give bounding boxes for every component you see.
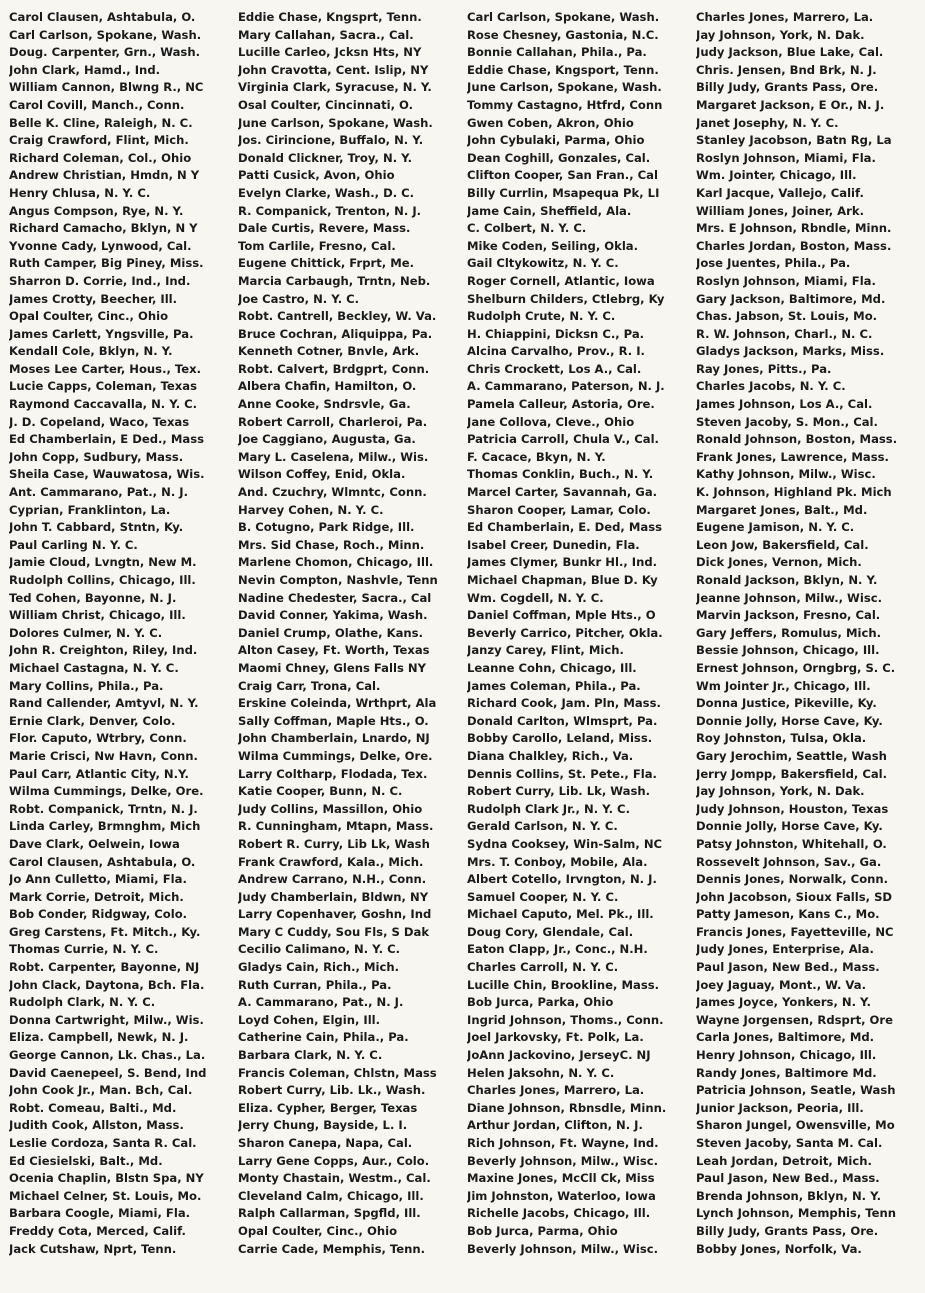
list-item: Eliza. Cypher, Berger, Texas bbox=[238, 1100, 418, 1115]
list-item: Dennis Jones, Norwalk, Conn. bbox=[696, 872, 889, 887]
list-item: Judy Jones, Enterprise, Ala. bbox=[696, 942, 874, 957]
list-item: Francis Coleman, Chlstn, Mass bbox=[238, 1065, 437, 1080]
list-item: Kathy Johnson, Milw., Wisc. bbox=[696, 467, 876, 482]
list-item: Robt. Cantrell, Beckley, W. Va. bbox=[238, 309, 437, 324]
list-item: Albert Cotello, Irvngton, N. J. bbox=[467, 872, 657, 887]
list-item: John Copp, Sudbury, Mass. bbox=[9, 449, 184, 464]
list-item: Flor. Caputo, Wtrbry, Conn. bbox=[9, 731, 187, 746]
list-item: Ray Jones, Pitts., Pa. bbox=[696, 361, 832, 376]
list-item: Leah Jordan, Detroit, Mich. bbox=[696, 1153, 872, 1168]
list-item: Gary Jerochim, Seattle, Wash bbox=[696, 748, 887, 763]
list-item: James Carlett, Yngsville, Pa. bbox=[9, 326, 194, 341]
list-item: Frank Jones, Lawrence, Mass. bbox=[696, 449, 889, 464]
list-item: Maomi Chney, Glens Falls NY bbox=[238, 660, 426, 675]
list-item: Beverly Johnson, Milw., Wisc. bbox=[467, 1153, 658, 1168]
list-item: Judy Johnson, Houston, Texas bbox=[696, 801, 889, 816]
list-item: Michael Castagna, N. Y. C. bbox=[9, 660, 179, 675]
list-item: James Johnson, Los A., Cal. bbox=[696, 397, 873, 412]
list-item: Joe Castro, N. Y. C. bbox=[238, 291, 360, 306]
list-item: Bob Conder, Ridgway, Colo. bbox=[9, 907, 188, 922]
list-item: Katie Cooper, Bunn, N. C. bbox=[238, 784, 403, 799]
list-item: Wm Jointer Jr., Chicago, Ill. bbox=[696, 678, 871, 693]
list-item: Marie Crisci, Nw Havn, Conn. bbox=[9, 748, 198, 763]
list-item: Wayne Jorgensen, Rdsprt, Ore bbox=[696, 1012, 893, 1027]
list-item: Marlene Chomon, Chicago, Ill. bbox=[238, 555, 434, 570]
list-item: James Clymer, Bunkr Hl., Ind. bbox=[467, 555, 658, 570]
list-item: Eddie Chase, Kngsport, Tenn. bbox=[467, 62, 659, 77]
list-item: F. Cacace, Bkyn, N. Y. bbox=[467, 449, 606, 464]
list-item: Gladys Cain, Rich., Mich. bbox=[238, 960, 400, 975]
list-item: Mrs. E Johnson, Rbndle, Minn. bbox=[696, 221, 892, 236]
list-item: Jo Ann Culletto, Miami, Fla. bbox=[9, 872, 187, 887]
list-item: Ocenia Chaplin, Blstn Spa, NY bbox=[9, 1171, 204, 1186]
list-item: Donald Carlton, Wlmsprt, Pa. bbox=[467, 713, 658, 728]
list-item: Richard Coleman, Col., Ohio bbox=[9, 150, 192, 165]
list-item: Karl Jacque, Vallejo, Calif. bbox=[696, 185, 864, 200]
list-item: Joey Jaguay, Mont., W. Va. bbox=[696, 977, 866, 992]
list-item: Sharon Jungel, Owensville, Mo bbox=[696, 1118, 895, 1133]
list-item: Paul Jason, New Bed., Mass. bbox=[696, 960, 880, 975]
list-item: Carol Covill, Manch., Conn. bbox=[9, 97, 185, 112]
list-item: Sheila Case, Wauwatosa, Wis. bbox=[9, 467, 205, 482]
list-item: Charles Jacobs, N. Y. C. bbox=[696, 379, 846, 394]
list-item: Ant. Cammarano, Pat., N. J. bbox=[9, 485, 188, 500]
list-item: Cleveland Calm, Chicago, Ill. bbox=[238, 1188, 424, 1203]
list-item: Chris Crockett, Los A., Cal. bbox=[467, 361, 642, 376]
list-item: Raymond Caccavalla, N. Y. C. bbox=[9, 397, 198, 412]
list-item: John T. Cabbard, Stntn, Ky. bbox=[9, 520, 184, 535]
list-item: Angus Compson, Rye, N. Y. bbox=[9, 203, 184, 218]
list-item: Michael Caputo, Mel. Pk., Ill. bbox=[467, 907, 654, 922]
list-item: John Cravotta, Cent. Islip, NY bbox=[238, 62, 429, 77]
list-item: Ed Ciesielski, Balt., Md. bbox=[9, 1153, 163, 1168]
list-item: C. Colbert, N. Y. C. bbox=[467, 221, 587, 236]
list-item: Maxine Jones, McCll Ck, Miss bbox=[467, 1171, 655, 1186]
list-item: John Jacobson, Sioux Falls, SD bbox=[696, 889, 893, 904]
list-item: Sydna Cooksey, Win-Salm, NC bbox=[467, 836, 663, 851]
list-item: Bruce Cochran, Aliquippa, Pa. bbox=[238, 326, 433, 341]
list-item: Thomas Conklin, Buch., N. Y. bbox=[467, 467, 654, 482]
list-item: Yvonne Cady, Lynwood, Cal. bbox=[9, 238, 192, 253]
list-item: Ingrid Johnson, Thoms., Conn. bbox=[467, 1012, 664, 1027]
list-item: K. Johnson, Highland Pk. Mich bbox=[696, 485, 892, 500]
list-item: Jose Juentes, Phila., Pa. bbox=[696, 256, 851, 271]
list-item: Gail Cltykowitz, N. Y. C. bbox=[467, 256, 619, 271]
list-item: Carol Clausen, Ashtabula, O. bbox=[9, 854, 196, 869]
list-item: Rich Johnson, Ft. Wayne, Ind. bbox=[467, 1136, 659, 1150]
list-item: Paul Carr, Atlantic City, N.Y. bbox=[9, 766, 189, 781]
list-item: Richard Camacho, Bklyn, N Y bbox=[9, 221, 198, 236]
list-item: Donna Cartwright, Milw., Wis. bbox=[9, 1012, 204, 1027]
list-item: Ruth Curran, Phila., Pa. bbox=[238, 977, 392, 992]
list-item: Charles Jordan, Boston, Mass. bbox=[696, 238, 892, 253]
list-item: Beverly Carrico, Pitcher, Okla. bbox=[467, 625, 663, 640]
list-item: Gary Jackson, Baltimore, Md. bbox=[696, 291, 886, 306]
list-item: Jame Cain, Sheffield, Ala. bbox=[467, 203, 632, 218]
column-3 bbox=[467, 9, 696, 1258]
list-item: Freddy Cota, Merced, Calif. bbox=[9, 1223, 186, 1238]
list-item: Harvey Cohen, N. Y. C. bbox=[238, 502, 384, 517]
list-item: Bobby Jones, Norfolk, Va. bbox=[696, 1241, 862, 1256]
list-item: Billy Currlin, Msapequa Pk, LI bbox=[467, 185, 660, 200]
list-item: Margaret Jackson, E Or., N. J. bbox=[696, 97, 885, 112]
list-item: Cecilio Calimano, N. Y. C. bbox=[238, 942, 400, 957]
list-item: R. Companick, Trenton, N. J. bbox=[238, 203, 422, 218]
list-item: Billy Judy, Grants Pass, Ore. bbox=[696, 80, 879, 95]
list-item: James Crotty, Beecher, Ill. bbox=[9, 291, 178, 306]
list-item: Sharon Canepa, Napa, Cal. bbox=[238, 1136, 413, 1150]
list-item: Belle K. Cline, Raleigh, N. C. bbox=[9, 115, 193, 130]
list-item: A. Cammarano, Paterson, N. J. bbox=[467, 379, 665, 394]
list-item: Ralph Callarman, Spgfld, Ill. bbox=[238, 1206, 421, 1221]
list-item: Judith Cook, Allston, Mass. bbox=[9, 1118, 184, 1133]
list-item: Craig Carr, Trona, Cal. bbox=[238, 678, 381, 693]
list-item: Thomas Currie, N. Y. C. bbox=[9, 942, 159, 957]
list-item: Barbara Coogle, Miami, Fla. bbox=[9, 1206, 191, 1221]
list-item: Judy Chamberlain, Bldwn, NY bbox=[238, 889, 429, 904]
list-item: Carol Clausen, Ashtabula, O. bbox=[9, 10, 196, 24]
list-item: Osal Coulter, Cincinnati, O. bbox=[238, 97, 414, 112]
list-item: Kenneth Cotner, Bnvle, Ark. bbox=[238, 344, 420, 359]
list-item: Tommy Castagno, Htfrd, Conn bbox=[467, 97, 663, 112]
list-item: Mary Callahan, Sacra., Cal. bbox=[238, 27, 414, 42]
list-item: Nadine Chedester, Sacra., Cal bbox=[238, 590, 432, 605]
list-item: Frank Crawford, Kala., Mich. bbox=[238, 854, 424, 869]
list-item: Donnie Jolly, Horse Cave, Ky. bbox=[696, 713, 883, 728]
list-item: Diana Chalkley, Rich., Va. bbox=[467, 748, 634, 763]
list-item: Robert R. Curry, Lib Lk, Wash bbox=[238, 836, 430, 851]
list-item: Helen Jaksohn, N. Y. C. bbox=[467, 1065, 615, 1080]
list-item: Daniel Coffman, Mple Hts., O bbox=[467, 608, 656, 623]
list-item: Beverly Johnson, Milw., Wisc. bbox=[467, 1241, 658, 1256]
list-item: Jamie Cloud, Lvngtn, New M. bbox=[9, 555, 197, 570]
list-item: Dave Clark, Oelwein, Iowa bbox=[9, 836, 180, 851]
list-item: And. Czuchry, Wlmntc, Conn. bbox=[238, 485, 427, 500]
list-item: Larry Copenhaver, Goshn, Ind bbox=[238, 907, 432, 922]
list-item: Robt. Comeau, Balti., Md. bbox=[9, 1100, 177, 1115]
list-item: Arthur Jordan, Clifton, N. J. bbox=[467, 1118, 643, 1133]
list-item: Patty Jameson, Kans C., Mo. bbox=[696, 907, 880, 922]
list-item: Gladys Jackson, Marks, Miss. bbox=[696, 344, 885, 359]
list-item: Leslie Cordoza, Santa R. Cal. bbox=[9, 1136, 197, 1150]
list-item: Dean Coghill, Gonzales, Cal. bbox=[467, 150, 651, 165]
list-item: Rudolph Clark Jr., N. Y. C. bbox=[467, 801, 630, 816]
column-2 bbox=[238, 9, 467, 1258]
list-item: Rand Callender, Amtyvl, N. Y. bbox=[9, 696, 199, 711]
list-item: Henry Chlusa, N. Y. C. bbox=[9, 185, 151, 200]
list-item: Brenda Johnson, Bklyn, N. Y. bbox=[696, 1188, 881, 1203]
column-4 bbox=[696, 9, 925, 1258]
list-item: Sally Coffman, Maple Hts., O. bbox=[238, 713, 429, 728]
list-item: Mike Coden, Seiling, Okla. bbox=[467, 238, 639, 253]
list-item: David Conner, Yakima, Wash. bbox=[238, 608, 428, 623]
list-item: A. Cammarano, Pat., N. J. bbox=[238, 995, 404, 1010]
list-item: Ted Cohen, Bayonne, N. J. bbox=[9, 590, 177, 605]
list-item: Henry Johnson, Chicago, Ill. bbox=[696, 1048, 877, 1063]
list-item: James Coleman, Phila., Pa. bbox=[467, 678, 641, 693]
list-item: Robt. Calvert, Brdgprt, Conn. bbox=[238, 361, 430, 376]
list-item: Stanley Jacobson, Batn Rg, La bbox=[696, 133, 892, 148]
list-item: John R. Creighton, Riley, Ind. bbox=[9, 643, 198, 658]
list-item: Samuel Cooper, N. Y. C. bbox=[467, 889, 619, 904]
list-item: Charles Jones, Marrero, La. bbox=[696, 10, 874, 24]
list-item: Gary Jeffers, Romulus, Mich. bbox=[696, 625, 881, 640]
list-item: JoAnn Jackovino, JerseyC. NJ bbox=[467, 1048, 651, 1063]
list-item: Wilma Cummings, Delke, Ore. bbox=[9, 784, 204, 799]
list-item: Lynch Johnson, Memphis, Tenn bbox=[696, 1206, 897, 1221]
list-item: Chris. Jensen, Bnd Brk, N. J. bbox=[696, 62, 877, 77]
column-1 bbox=[9, 9, 238, 1258]
list-item: Bonnie Callahan, Phila., Pa. bbox=[467, 45, 647, 60]
list-item: Marcia Carbaugh, Trntn, Neb. bbox=[238, 273, 431, 288]
list-item: Ed Chamberlain, E Ded., Mass bbox=[9, 432, 205, 447]
list-item: Eliza. Campbell, Newk, N. J. bbox=[9, 1030, 189, 1045]
list-item: Roslyn Johnson, Miami, Fla. bbox=[696, 150, 876, 165]
list-item: Andrew Carrano, N.H., Conn. bbox=[238, 872, 427, 887]
list-item: Jeanne Johnson, Milw., Wisc. bbox=[696, 590, 882, 605]
list-item: Andrew Christian, Hmdn, N Y bbox=[9, 168, 200, 183]
list-item: Bob Jurca, Parka, Ohio bbox=[467, 995, 614, 1010]
list-item: Eaton Clapp, Jr., Conc., N.H. bbox=[467, 942, 648, 957]
list-item: Albera Chafin, Hamilton, O. bbox=[238, 379, 417, 394]
list-item: Jos. Cirincione, Buffalo, N. Y. bbox=[238, 133, 424, 148]
list-item: Steven Jacoby, Santa M. Cal. bbox=[696, 1136, 883, 1150]
list-item: Dale Curtis, Revere, Mass. bbox=[238, 221, 411, 236]
list-item: John Cook Jr., Man. Bch, Cal. bbox=[9, 1083, 193, 1098]
list-item: William Christ, Chicago, Ill. bbox=[9, 608, 186, 623]
list-item: Monty Chastain, Westm., Cal. bbox=[238, 1171, 431, 1186]
list-item: Bob Jurca, Parma, Ohio bbox=[467, 1223, 618, 1238]
list-item: John Cybulaki, Parma, Ohio bbox=[467, 133, 645, 148]
list-item: Patti Cusick, Avon, Ohio bbox=[238, 168, 395, 183]
list-item: Erskine Coleinda, Wrthprt, Ala bbox=[238, 696, 437, 711]
list-item: John Clark, Hamd., Ind. bbox=[9, 62, 161, 77]
list-item: Donna Justice, Pikeville, Ky. bbox=[696, 696, 877, 711]
list-item: Steven Jacoby, S. Mon., Cal. bbox=[696, 414, 878, 429]
list-item: Jim Johnston, Waterloo, Iowa bbox=[467, 1188, 656, 1203]
list-item: Charles Jones, Marrero, La. bbox=[467, 1083, 645, 1098]
list-item: Joel Jarkovsky, Ft. Polk, La. bbox=[467, 1030, 644, 1045]
list-item: Lucie Capps, Coleman, Texas bbox=[9, 379, 198, 394]
list-item: Diane Johnson, Rbnsdle, Minn. bbox=[467, 1100, 667, 1115]
list-item: Joe Caggiano, Augusta, Ga. bbox=[238, 432, 416, 447]
list-item: John Clack, Daytona, Bch. Fla. bbox=[9, 977, 205, 992]
list-item: Roy Johnston, Tulsa, Okla. bbox=[696, 731, 867, 746]
list-item: Rudolph Clark, N. Y. C. bbox=[9, 995, 156, 1010]
list-item: Rossevelt Johnson, Sav., Ga. bbox=[696, 854, 882, 869]
list-item: Doug. Carpenter, Grn., Wash. bbox=[9, 45, 200, 60]
list-item: Loyd Cohen, Elgin, Ill. bbox=[238, 1012, 381, 1027]
list-item: Anne Cooke, Sndrsvle, Ga. bbox=[238, 397, 411, 412]
list-item: Ronald Johnson, Boston, Mass. bbox=[696, 432, 898, 447]
list-item: Shelburn Childers, Ctlebrg, Ky bbox=[467, 291, 665, 306]
list-item: Alcina Carvalho, Prov., R. I. bbox=[467, 344, 645, 359]
name-columns bbox=[9, 9, 921, 1258]
list-item: Larry Coltharp, Flodada, Tex. bbox=[238, 766, 428, 781]
list-item: Carrie Cade, Memphis, Tenn. bbox=[238, 1241, 426, 1256]
list-item: Opal Coulter, Cinc., Ohio bbox=[238, 1223, 398, 1238]
list-item: Kendall Cole, Bklyn, N. Y. bbox=[9, 344, 173, 359]
list-item: Catherine Cain, Phila., Pa. bbox=[238, 1030, 409, 1045]
list-item: Francis Jones, Fayetteville, NC bbox=[696, 924, 894, 939]
list-item: Richard Cook, Jam. Pln, Mass. bbox=[467, 696, 661, 711]
list-item: Donnie Jolly, Horse Cave, Ky. bbox=[696, 819, 883, 834]
list-item: Evelyn Clarke, Wash., D. C. bbox=[238, 185, 415, 200]
list-item: Rudolph Crute, N. Y. C. bbox=[467, 309, 616, 324]
list-item: B. Cotugno, Park Ridge, Ill. bbox=[238, 520, 415, 535]
list-item: Wm. Cogdell, N. Y. C. bbox=[467, 590, 604, 605]
list-item: Barbara Clark, N. Y. C. bbox=[238, 1048, 383, 1063]
list-item: June Carlson, Spokane, Wash. bbox=[238, 115, 433, 130]
list-item: Robt. Companick, Trntn, N. J. bbox=[9, 801, 198, 816]
list-item: Doug Cory, Glendale, Cal. bbox=[467, 924, 634, 939]
list-item: Paul Jason, New Bed., Mass. bbox=[696, 1171, 880, 1186]
list-item: Mary L. Caselena, Milw., Wis. bbox=[238, 449, 429, 464]
list-item: Paul Carling N. Y. C. bbox=[9, 537, 138, 552]
list-item: Greg Carstens, Ft. Mitch., Ky. bbox=[9, 924, 201, 939]
list-item: R. W. Johnson, Charl., N. C. bbox=[696, 326, 873, 341]
list-item: Eddie Chase, Kngsprt, Tenn. bbox=[238, 10, 422, 24]
list-item: Sharon Cooper, Lamar, Colo. bbox=[467, 502, 651, 517]
list-item: Judy Jackson, Blue Lake, Cal. bbox=[696, 45, 884, 60]
list-item: Larry Gene Copps, Aur., Colo. bbox=[238, 1153, 430, 1168]
list-item: Tom Carlile, Fresno, Cal. bbox=[238, 238, 396, 253]
list-item: Alton Casey, Ft. Worth, Texas bbox=[238, 643, 430, 658]
list-item: Chas. Jabson, St. Louis, Mo. bbox=[696, 309, 878, 324]
list-item: Rudolph Collins, Chicago, Ill. bbox=[9, 573, 196, 587]
list-item: Mrs. T. Conboy, Mobile, Ala. bbox=[467, 854, 648, 869]
list-item: Ronald Jackson, Bklyn, N. Y. bbox=[696, 573, 878, 587]
list-item: Billy Judy, Grants Pass, Ore. bbox=[696, 1223, 879, 1238]
list-item: Daniel Crump, Olathe, Kans. bbox=[238, 625, 423, 640]
list-item: Ruth Camper, Big Piney, Miss. bbox=[9, 256, 204, 271]
list-item: Jerry Jompp, Bakersfield, Cal. bbox=[696, 766, 888, 781]
list-item: Judy Collins, Massillon, Ohio bbox=[238, 801, 423, 816]
list-item: Linda Carley, Brmnghm, Mich bbox=[9, 819, 201, 834]
list-item: Richelle Jacobs, Chicago, Ill. bbox=[467, 1206, 651, 1221]
list-item: George Cannon, Lk. Chas., La. bbox=[9, 1048, 206, 1063]
list-item: Carl Carlson, Spokane, Wash. bbox=[9, 27, 202, 42]
list-item: J. D. Copeland, Waco, Texas bbox=[9, 414, 190, 429]
list-item: Wm. Jointer, Chicago, Ill. bbox=[696, 168, 857, 183]
list-item: Janzy Carey, Flint, Mich. bbox=[467, 643, 624, 658]
list-item: Marcel Carter, Savannah, Ga. bbox=[467, 485, 658, 500]
list-item: Lucille Chin, Brookline, Mass. bbox=[467, 977, 660, 992]
list-item: Opal Coulter, Cinc., Ohio bbox=[9, 309, 169, 324]
list-item: Leon Jow, Bakersfield, Cal. bbox=[696, 537, 869, 552]
list-item: Janet Josephy, N. Y. C. bbox=[696, 115, 839, 130]
list-item: Michael Celner, St. Louis, Mo. bbox=[9, 1188, 202, 1203]
list-item: Lucille Carleo, Jcksn Hts, NY bbox=[238, 45, 422, 60]
list-item: William Jones, Joiner, Ark. bbox=[696, 203, 864, 218]
list-item: Clifton Cooper, San Fran., Cal bbox=[467, 168, 658, 183]
list-item: Ed Chamberlain, E. Ded, Mass bbox=[467, 520, 663, 535]
list-item: Michael Chapman, Blue D. Ky bbox=[467, 573, 658, 587]
list-item: Patsy Johnston, Whitehall, O. bbox=[696, 836, 887, 851]
list-item: Robert Curry, Lib. Lk., Wash. bbox=[238, 1083, 426, 1098]
list-item: Charles Carroll, N. Y. C. bbox=[467, 960, 619, 975]
list-item: Jane Collova, Cleve., Ohio bbox=[467, 414, 635, 429]
list-item: Bessie Johnson, Chicago, Ill. bbox=[696, 643, 880, 658]
list-item: Mrs. Sid Chase, Roch., Minn. bbox=[238, 537, 425, 552]
list-item: Ernest Johnson, Orngbrg, S. C. bbox=[696, 660, 896, 675]
list-item: Ernie Clark, Denver, Colo. bbox=[9, 713, 176, 728]
list-item: Sharron D. Corrie, Ind., Ind. bbox=[9, 273, 191, 288]
list-item: R. Cunningham, Mtapn, Mass. bbox=[238, 819, 434, 834]
list-item: Cyprian, Franklinton, La. bbox=[9, 502, 171, 517]
list-item: Randy Jones, Baltimore Md. bbox=[696, 1065, 877, 1080]
list-item: Carla Jones, Baltimore, Md. bbox=[696, 1030, 875, 1045]
list-item: Isabel Creer, Dunedin, Fla. bbox=[467, 537, 640, 552]
list-item: H. Chiappini, Dicksn C., Pa. bbox=[467, 326, 645, 341]
list-item: John Chamberlain, Lnardo, NJ bbox=[238, 731, 430, 746]
list-item: June Carlson, Spokane, Wash. bbox=[467, 80, 662, 95]
list-item: William Cannon, Blwng R., NC bbox=[9, 80, 204, 95]
list-item: Robt. Carpenter, Bayonne, NJ bbox=[9, 960, 200, 975]
list-item: Patricia Johnson, Seatle, Wash bbox=[696, 1083, 896, 1098]
list-item: Jay Johnson, York, N. Dak. bbox=[696, 784, 865, 799]
list-item: Roslyn Johnson, Miami, Fla. bbox=[696, 273, 876, 288]
list-item: Virginia Clark, Syracuse, N. Y. bbox=[238, 80, 432, 95]
list-item: Wilson Coffey, Enid, Okla. bbox=[238, 467, 406, 482]
list-item: Dennis Collins, St. Pete., Fla. bbox=[467, 766, 657, 781]
list-item: James Joyce, Yonkers, N. Y. bbox=[696, 995, 871, 1010]
list-item: Roger Cornell, Atlantic, Iowa bbox=[467, 273, 655, 288]
list-item: Jay Johnson, York, N. Dak. bbox=[696, 27, 865, 42]
list-item: David Caenepeel, S. Bend, Ind bbox=[9, 1065, 207, 1080]
list-item: Mark Corrie, Detroit, Mich. bbox=[9, 889, 184, 904]
list-item: Gerald Carlson, N. Y. C. bbox=[467, 819, 618, 834]
list-item: Craig Crawford, Flint, Mich. bbox=[9, 133, 189, 148]
list-item: Eugene Chittick, Frprt, Me. bbox=[238, 256, 415, 271]
list-item: Pamela Calleur, Astoria, Ore. bbox=[467, 397, 655, 412]
list-item: Leanne Cohn, Chicago, Ill. bbox=[467, 660, 637, 675]
list-item: Gwen Coben, Akron, Ohio bbox=[467, 115, 634, 130]
list-item: Jack Cutshaw, Nprt, Tenn. bbox=[9, 1241, 177, 1256]
list-item: Moses Lee Carter, Hous., Tex. bbox=[9, 361, 202, 376]
list-item: Eugene Jamison, N. Y. C. bbox=[696, 520, 855, 535]
list-item: Mary C Cuddy, Sou Fls, S Dak bbox=[238, 924, 430, 939]
list-item: Margaret Jones, Balt., Md. bbox=[696, 502, 868, 517]
list-item: Jerry Chung, Bayside, L. I. bbox=[238, 1118, 408, 1133]
list-item: Junior Jackson, Peoria, Ill. bbox=[696, 1100, 864, 1115]
list-item: Wilma Cummings, Delke, Ore. bbox=[238, 748, 433, 763]
list-item: Patricia Carroll, Chula V., Cal. bbox=[467, 432, 659, 447]
list-item: Marvin Jackson, Fresno, Cal. bbox=[696, 608, 881, 623]
list-item: Donald Clickner, Troy, N. Y. bbox=[238, 150, 413, 165]
list-item: Carl Carlson, Spokane, Wash. bbox=[467, 10, 660, 24]
list-item: Robert Carroll, Charleroi, Pa. bbox=[238, 414, 428, 429]
list-item: Dolores Culmer, N. Y. C. bbox=[9, 625, 163, 640]
list-item: Nevin Compton, Nashvle, Tenn bbox=[238, 573, 438, 587]
list-item: Rose Chesney, Gastonia, N.C. bbox=[467, 27, 659, 42]
list-item: Dick Jones, Vernon, Mich. bbox=[696, 555, 862, 570]
list-item: Bobby Carollo, Leland, Miss. bbox=[467, 731, 653, 746]
list-item: Robert Curry, Lib. Lk, Wash. bbox=[467, 784, 651, 799]
list-item: Mary Collins, Phila., Pa. bbox=[9, 678, 164, 693]
